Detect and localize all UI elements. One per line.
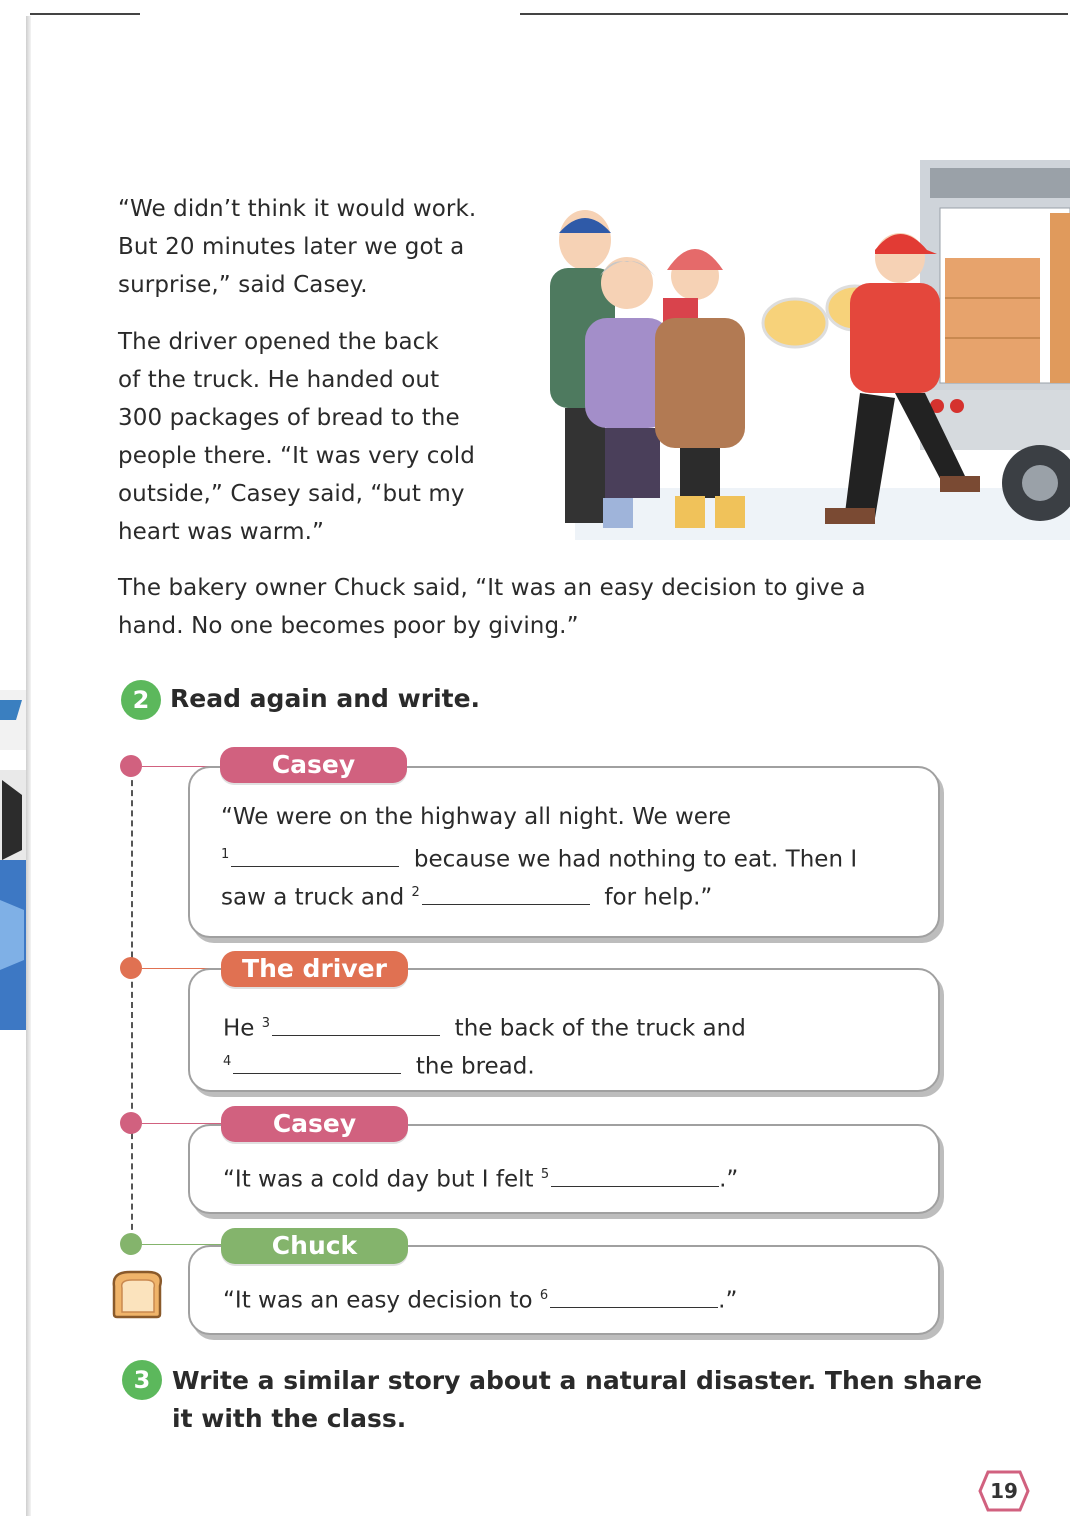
speech-card-casey-1 — [188, 766, 940, 938]
bread-truck-illustration — [545, 158, 1070, 540]
passage-line: The bakery owner Chuck said, “It was an easy decision to give a — [118, 575, 866, 601]
exercise-3-title-line: it with the class. — [172, 1404, 407, 1433]
card-text: the bread. — [415, 1053, 535, 1080]
blank-number: 2 — [411, 885, 420, 900]
answer-blank-3[interactable] — [272, 1015, 440, 1036]
blank-number: 5 — [540, 1167, 550, 1182]
card-text: for help.” — [604, 884, 713, 911]
card-line — [223, 1008, 746, 1045]
speaker-tag-chuck: Chuck — [221, 1228, 408, 1264]
card-line — [223, 1046, 535, 1083]
card-line: “We were on the highway all night. We were — [221, 804, 732, 830]
blank-number: 3 — [261, 1016, 271, 1031]
passage-line: people there. “It was very cold — [118, 443, 475, 469]
page-binding-edge — [26, 16, 31, 1516]
answer-blank-1[interactable] — [231, 846, 399, 867]
speaker-tag-casey: Casey — [220, 747, 407, 783]
passage-paragraph-3 — [118, 569, 866, 645]
card-text: “It was an easy decision to — [223, 1287, 533, 1314]
exercise-3-number-badge: 3 — [122, 1360, 162, 1400]
passage-line: surprise,” said Casey. — [118, 272, 368, 298]
page-number-badge — [978, 1466, 1030, 1516]
passage-paragraph-2 — [118, 323, 475, 551]
card-text: .” — [719, 1166, 739, 1193]
card-text: the back of the truck and — [454, 1015, 746, 1042]
timeline-line — [131, 770, 133, 1250]
exercise-2-number-badge: 2 — [121, 680, 161, 720]
card-text: saw a truck and — [221, 884, 405, 911]
top-rule-right — [520, 13, 1068, 15]
card-text: because we had nothing to eat. Then I — [413, 846, 858, 873]
timeline-dot-casey — [120, 755, 142, 777]
card-text: .” — [718, 1287, 738, 1314]
speaker-tag-casey: Casey — [221, 1106, 408, 1142]
speaker-tag-driver: The driver — [221, 951, 408, 987]
timeline-dot-chuck — [120, 1233, 142, 1255]
card-text: “It was a cold day but I felt — [223, 1166, 534, 1193]
card-line — [221, 839, 857, 876]
passage-line: “We didn’t think it would work. — [118, 196, 477, 222]
card-line — [223, 1280, 737, 1317]
answer-blank-5[interactable] — [551, 1166, 719, 1187]
card-line — [221, 877, 712, 914]
exercise-3-title — [172, 1362, 982, 1438]
card-line — [223, 1159, 738, 1196]
blank-number: 1 — [221, 847, 230, 862]
passage-line: hand. No one becomes poor by giving.” — [118, 613, 579, 639]
page-number: 19 — [990, 1479, 1018, 1503]
passage-line: heart was warm.” — [118, 519, 324, 545]
passage-line: outside,” Casey said, “but my — [118, 481, 465, 507]
answer-blank-6[interactable] — [550, 1287, 718, 1308]
blank-number: 4 — [223, 1054, 232, 1069]
timeline-dot-driver — [120, 957, 142, 979]
passage-line: of the truck. He handed out — [118, 367, 440, 393]
adjacent-page-strip — [0, 660, 26, 1040]
exercise-2-title: Read again and write. — [170, 684, 481, 713]
top-rule-left — [30, 13, 140, 15]
passage-line: 300 packages of bread to the — [118, 405, 460, 431]
answer-blank-2[interactable] — [422, 884, 590, 905]
timeline-dot-casey — [120, 1112, 142, 1134]
blank-number: 6 — [539, 1288, 549, 1303]
passage-line: The driver opened the back — [118, 329, 439, 355]
card-text: He — [223, 1015, 255, 1042]
passage-paragraph-1 — [118, 190, 476, 304]
passage-line: But 20 minutes later we got a — [118, 234, 465, 260]
exercise-3-title-line: Write a similar story about a natural disaster. Then share — [172, 1366, 983, 1395]
bread-icon — [108, 1268, 166, 1320]
answer-blank-4[interactable] — [233, 1053, 401, 1074]
